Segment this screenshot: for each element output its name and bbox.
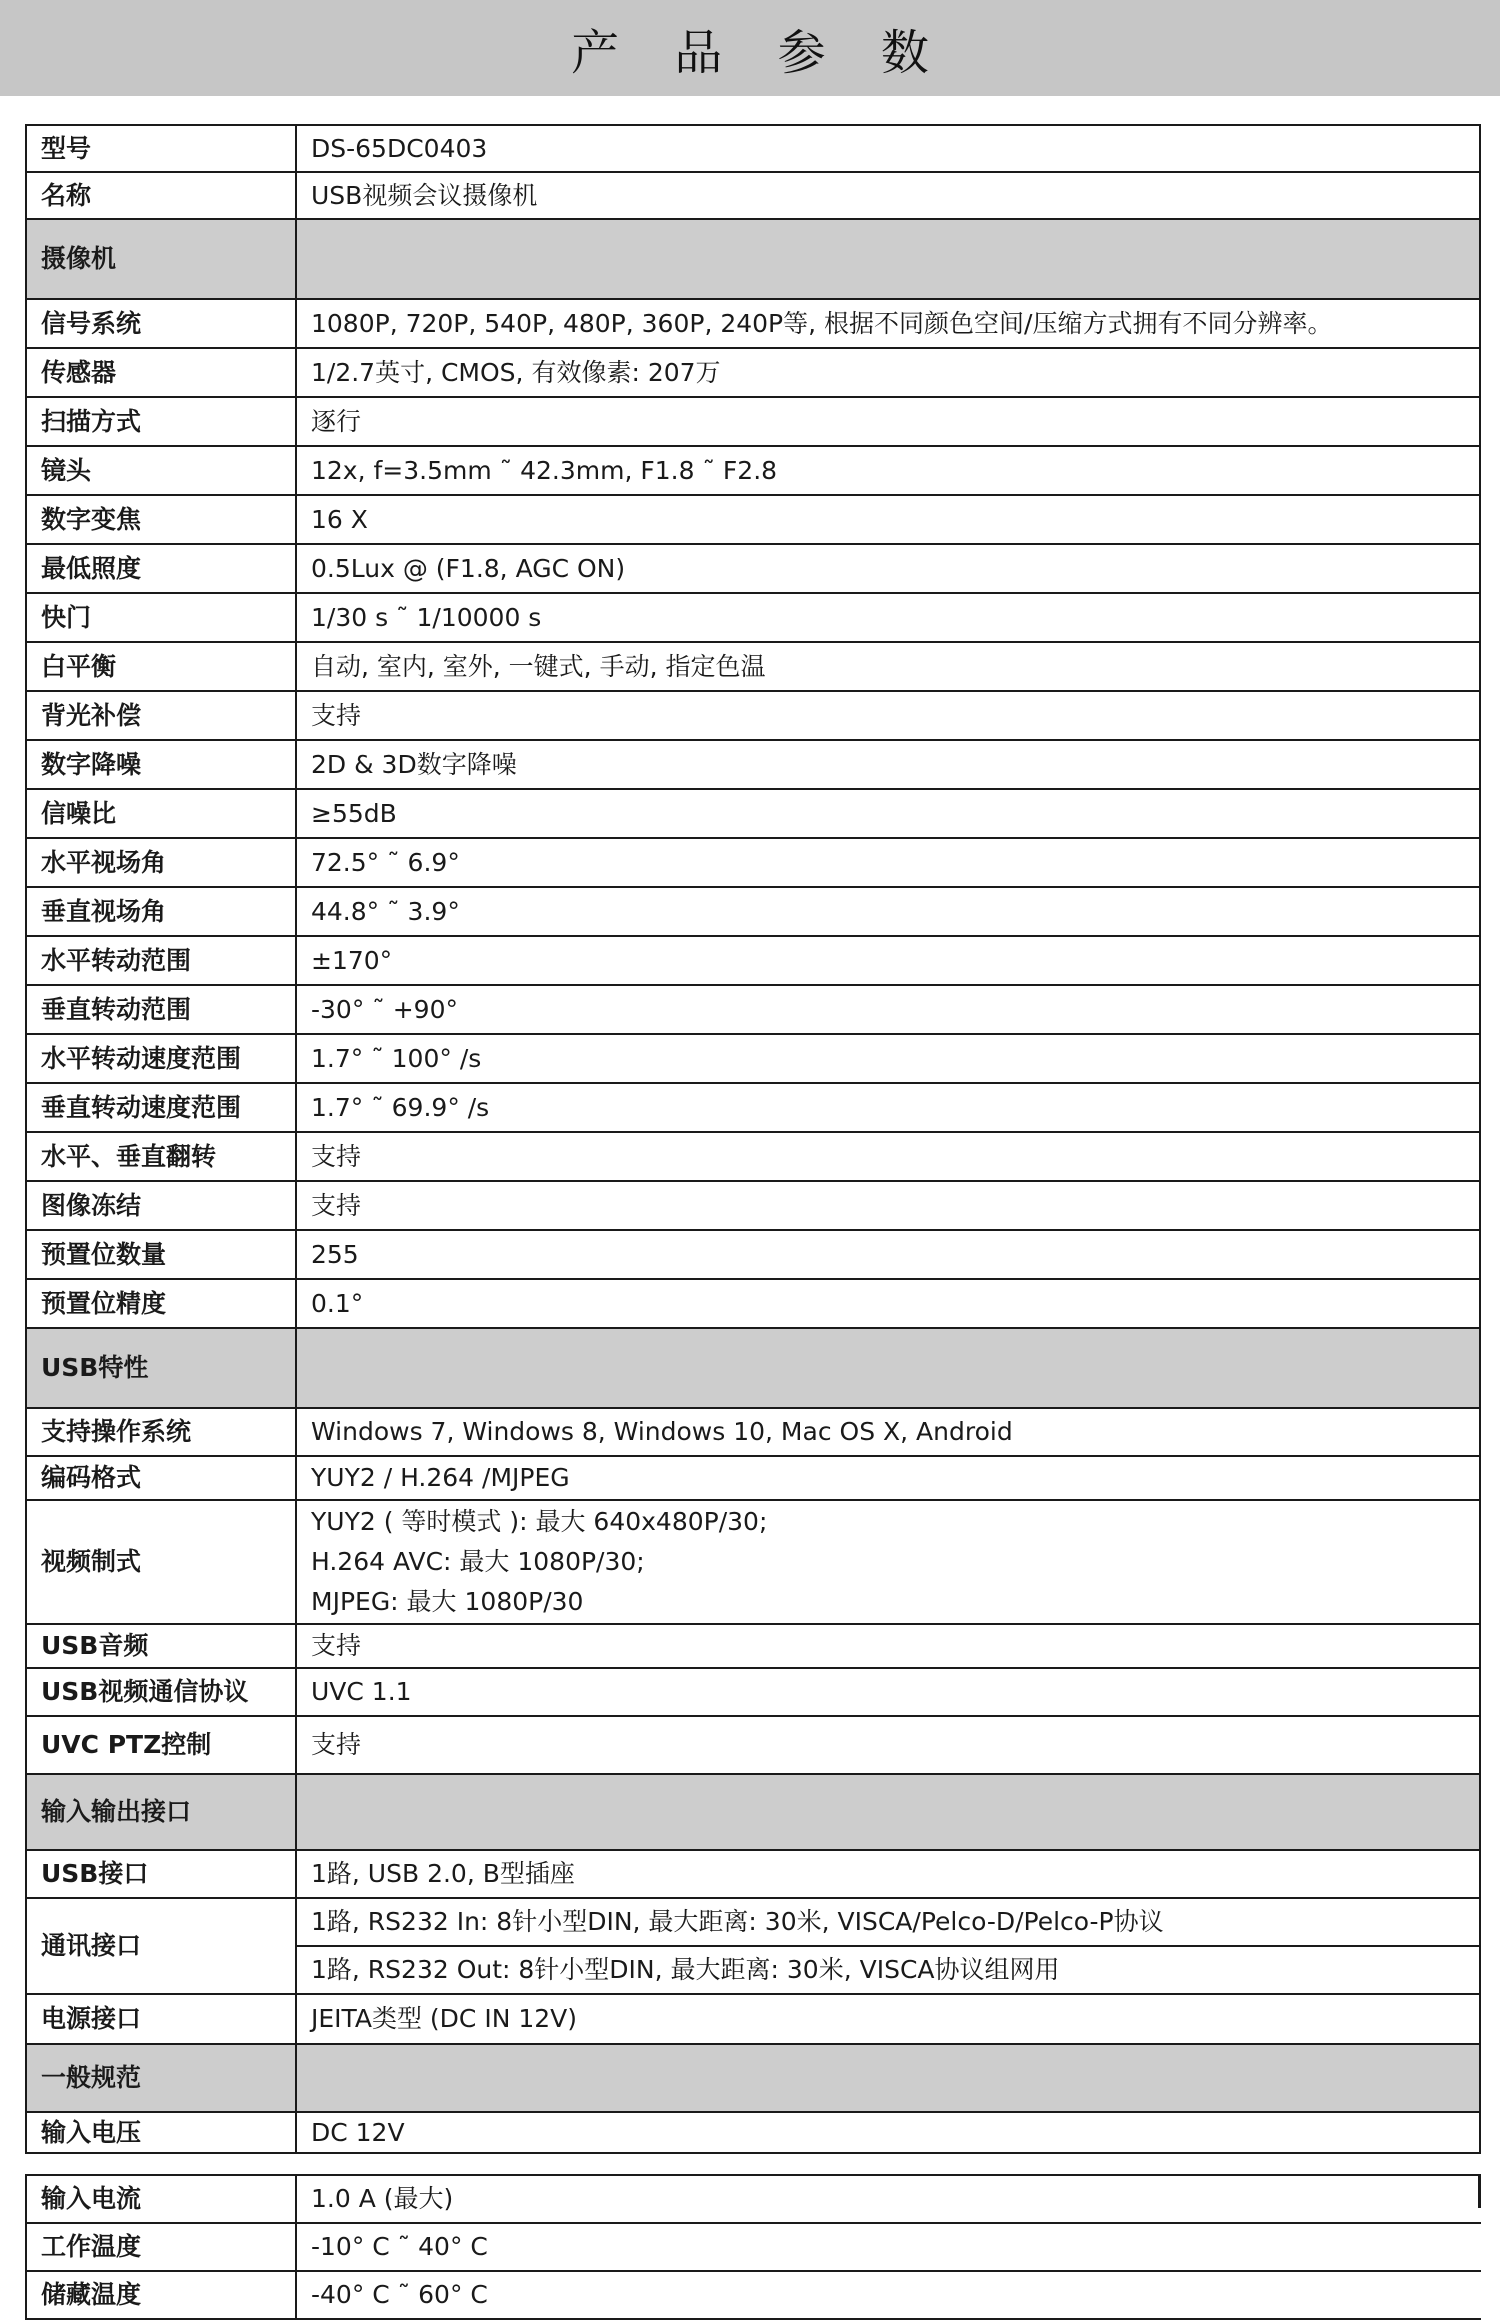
spec-row (26, 740, 1480, 789)
section-header (26, 219, 1480, 299)
spec-row (26, 1132, 1480, 1181)
spec-value: 12x, f=3.5mm ˜ 42.3mm, F1.8 ˜ F2.8 (296, 446, 1480, 495)
spec-row (26, 2112, 1480, 2153)
spec-label: 视频制式 (26, 1500, 296, 1624)
spec-table-continued (25, 2174, 1481, 2320)
spec-label: 数字降噪 (26, 740, 296, 789)
spec-value: 支持 (296, 1716, 1480, 1774)
table-edge-fragment (1478, 2174, 1481, 2208)
spec-label: 工作温度 (26, 2223, 296, 2271)
section-header (26, 2044, 1480, 2112)
spec-value: 支持 (296, 1624, 1480, 1668)
spec-row (26, 1716, 1480, 1774)
spec-label: USB音频 (26, 1624, 296, 1668)
spec-label: UVC PTZ控制 (26, 1716, 296, 1774)
spec-row (26, 691, 1480, 740)
spec-label: 储藏温度 (26, 2271, 296, 2319)
spec-value: 1080P, 720P, 540P, 480P, 360P, 240P等, 根据不同颜色空间/压缩方式拥有不同分辨率。 (296, 299, 1480, 348)
spec-row (26, 2271, 1481, 2319)
spec-row (26, 1230, 1480, 1279)
spec-row (26, 838, 1480, 887)
spec-value: 1/30 s ˜ 1/10000 s (296, 593, 1480, 642)
spec-label: 数字变焦 (26, 495, 296, 544)
spec-row (26, 495, 1480, 544)
spec-value: YUY2 / H.264 /MJPEG (296, 1456, 1480, 1500)
spec-row (26, 348, 1480, 397)
spec-label: 镜头 (26, 446, 296, 495)
spec-value: DS-65DC0403 (296, 125, 1480, 172)
spec-row (26, 544, 1480, 593)
spec-label: 电源接口 (26, 1994, 296, 2044)
spec-value: 支持 (296, 691, 1480, 740)
spec-value: 16 X (296, 495, 1480, 544)
spec-row (26, 1408, 1480, 1456)
spec-value: JEITA类型 (DC IN 12V) (296, 1994, 1480, 2044)
spec-label: USB接口 (26, 1850, 296, 1898)
page-title-bar (0, 0, 1500, 96)
spec-row (26, 125, 1480, 172)
spec-row (26, 593, 1480, 642)
spec-row (26, 1500, 1480, 1624)
spec-label: 传感器 (26, 348, 296, 397)
spec-value: 1.7° ˜ 69.9° /s (296, 1083, 1480, 1132)
spec-label: 输入电流 (26, 2175, 296, 2223)
section-header (26, 1774, 1480, 1850)
spec-row (26, 1850, 1480, 1898)
spec-label: 白平衡 (26, 642, 296, 691)
spec-value: 255 (296, 1230, 1480, 1279)
spec-value: 44.8° ˜ 3.9° (296, 887, 1480, 936)
spec-value: USB视频会议摄像机 (296, 172, 1480, 219)
spec-label: 信噪比 (26, 789, 296, 838)
spec-row (26, 887, 1480, 936)
spec-label: 支持操作系统 (26, 1408, 296, 1456)
spec-value: 支持 (296, 1181, 1480, 1230)
page-title: 产 品 参 数 (571, 24, 949, 81)
section-blank (296, 219, 1480, 299)
spec-value: 自动, 室内, 室外, 一键式, 手动, 指定色温 (296, 642, 1480, 691)
spec-value: ±170° (296, 936, 1480, 985)
spec-row (26, 2223, 1481, 2271)
spec-row (26, 1994, 1480, 2044)
spec-label: 编码格式 (26, 1456, 296, 1500)
spec-value: 72.5° ˜ 6.9° (296, 838, 1480, 887)
spec-label: 背光补偿 (26, 691, 296, 740)
section-blank (296, 2044, 1480, 2112)
spec-label: 型号 (26, 125, 296, 172)
spec-label: 输入电压 (26, 2112, 296, 2153)
spec-value: 1路, RS232 Out: 8针小型DIN, 最大距离: 30米, VISCA协议组网用 (296, 1946, 1480, 1994)
spec-row (26, 936, 1480, 985)
spec-row (26, 1279, 1480, 1328)
spec-value: ≥55dB (296, 789, 1480, 838)
spec-row (26, 1083, 1480, 1132)
spec-table (25, 124, 1481, 2154)
spec-row (26, 2175, 1481, 2223)
spec-value: 0.5Lux @ (F1.8, AGC ON) (296, 544, 1480, 593)
spec-value: 1.0 A (最大) (296, 2175, 1481, 2223)
spec-value: 1路, USB 2.0, B型插座 (296, 1850, 1480, 1898)
spec-label: 水平转动范围 (26, 936, 296, 985)
section-blank (296, 1328, 1480, 1408)
spec-row (26, 446, 1480, 495)
spec-label: 垂直视场角 (26, 887, 296, 936)
spec-row (26, 642, 1480, 691)
spec-row (26, 1898, 1480, 1946)
spec-row (26, 789, 1480, 838)
spec-label: 垂直转动速度范围 (26, 1083, 296, 1132)
spec-label: 快门 (26, 593, 296, 642)
spec-value: -10° C ˜ 40° C (296, 2223, 1481, 2271)
spec-label: 水平、垂直翻转 (26, 1132, 296, 1181)
spec-value: 1.7° ˜ 100° /s (296, 1034, 1480, 1083)
section-header (26, 1328, 1480, 1408)
spec-label: 预置位精度 (26, 1279, 296, 1328)
spec-value: DC 12V (296, 2112, 1480, 2153)
spec-row (26, 1668, 1480, 1716)
spec-value: 逐行 (296, 397, 1480, 446)
spec-label: 水平转动速度范围 (26, 1034, 296, 1083)
spec-value: UVC 1.1 (296, 1668, 1480, 1716)
spec-label: 预置位数量 (26, 1230, 296, 1279)
spec-value: -40° C ˜ 60° C (296, 2271, 1481, 2319)
spec-row (26, 985, 1480, 1034)
spec-value: 2D & 3D数字降噪 (296, 740, 1480, 789)
spec-label: 名称 (26, 172, 296, 219)
spec-value: 1/2.7英寸, CMOS, 有效像素: 207万 (296, 348, 1480, 397)
section-title: USB特性 (26, 1328, 296, 1408)
spec-value: Windows 7, Windows 8, Windows 10, Mac OS X, Android (296, 1408, 1480, 1456)
section-blank (296, 1774, 1480, 1850)
spec-row (26, 397, 1480, 446)
spec-value: -30° ˜ +90° (296, 985, 1480, 1034)
spec-row (26, 172, 1480, 219)
spec-label: 扫描方式 (26, 397, 296, 446)
spec-label: 垂直转动范围 (26, 985, 296, 1034)
spec-value: 支持 (296, 1132, 1480, 1181)
spec-label: 信号系统 (26, 299, 296, 348)
section-title: 输入输出接口 (26, 1774, 296, 1850)
spec-row (26, 1034, 1480, 1083)
section-title: 一般规范 (26, 2044, 296, 2112)
spec-row (26, 1181, 1480, 1230)
section-title: 摄像机 (26, 219, 296, 299)
spec-value: 0.1° (296, 1279, 1480, 1328)
spec-label: 最低照度 (26, 544, 296, 593)
spec-label: 水平视场角 (26, 838, 296, 887)
spec-row (26, 299, 1480, 348)
spec-label: 图像冻结 (26, 1181, 296, 1230)
spec-row (26, 1624, 1480, 1668)
spec-label: 通讯接口 (26, 1898, 296, 1994)
spec-value: YUY2 ( 等时模式 ): 最大 640x480P/30; H.264 AVC: 最大 1080P/30; MJPEG: 最大 1080P/30 (296, 1500, 1480, 1624)
spec-label: USB视频通信协议 (26, 1668, 296, 1716)
spec-row (26, 1456, 1480, 1500)
spec-value: 1路, RS232 In: 8针小型DIN, 最大距离: 30米, VISCA/Pelco-D/Pelco-P协议 (296, 1898, 1480, 1946)
